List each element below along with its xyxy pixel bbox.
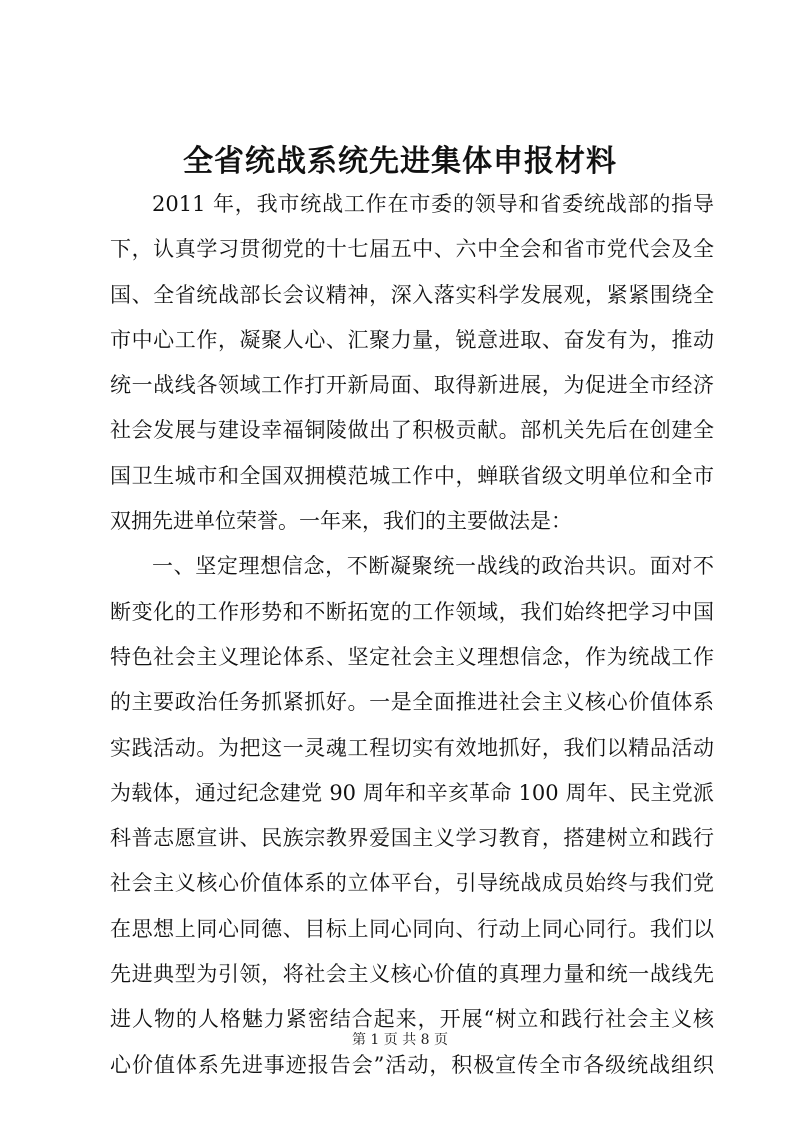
body-line: 进人物的人格魅力紧密结合起来，开展“树立和践行社会主义核	[110, 1007, 714, 1032]
body-line: 特色社会主义理论体系、坚定社会主义理想信念，作为统战工作	[110, 644, 714, 669]
body-line: 断变化的工作形势和不断拓宽的工作领域，我们始终把学习中国	[110, 599, 714, 624]
body-line: 2011 年，我市统战工作在市委的领导和省委统战部的指导	[152, 192, 714, 216]
body-line: 国、全省统战部长会议精神，深入落实科学发展观，紧紧围绕全	[110, 282, 714, 307]
body-line: 在思想上同心同德、目标上同心同向、行动上同心同行。我们以	[110, 916, 714, 941]
body-line: 科普志愿宣讲、民族宗教界爱国主义学习教育，搭建树立和践行	[110, 826, 714, 851]
body-line: 下，认真学习贯彻党的十七届五中、六中全会和省市党代会及全	[110, 237, 714, 262]
body-line: 的主要政治任务抓紧抓好。一是全面推进社会主义核心价值体系	[110, 690, 714, 715]
body-line: 统一战线各领域工作打开新局面、取得新进展，为促进全市经济	[110, 373, 714, 398]
document-title: 全省统战系统先进集体申报材料	[183, 144, 617, 179]
body-line: 为载体，通过纪念建党 90 周年和辛亥革命 100 周年、民主党派	[110, 780, 714, 805]
body-line: 社会主义核心价值体系的立体平台，引导统战成员始终与我们党	[110, 871, 714, 896]
body-line: 心价值体系先进事迹报告会”活动，积极宣传全市各级统战组织	[110, 1052, 714, 1077]
page-number-footer: 第 1 页 共 8 页	[351, 1032, 449, 1048]
body-line: 一、坚定理想信念，不断凝聚统一战线的政治共识。面对不	[152, 554, 714, 579]
body-line: 国卫生城市和全国双拥模范城工作中，蝉联省级文明单位和全市	[110, 463, 714, 488]
body-line: 社会发展与建设幸福铜陵做出了积极贡献。部机关先后在创建全	[110, 418, 714, 443]
body-line: 先进典型为引领，将社会主义核心价值的真理力量和统一战线先	[110, 962, 714, 987]
document-body	[110, 182, 714, 1088]
body-line: 实践活动。为把这一灵魂工程切实有效地抓好，我们以精品活动	[110, 735, 714, 760]
body-line: 市中心工作，凝聚人心、汇聚力量，锐意进取、奋发有为，推动	[110, 327, 714, 352]
body-line: 双拥先进单位荣誉。一年来，我们的主要做法是：	[110, 509, 572, 534]
